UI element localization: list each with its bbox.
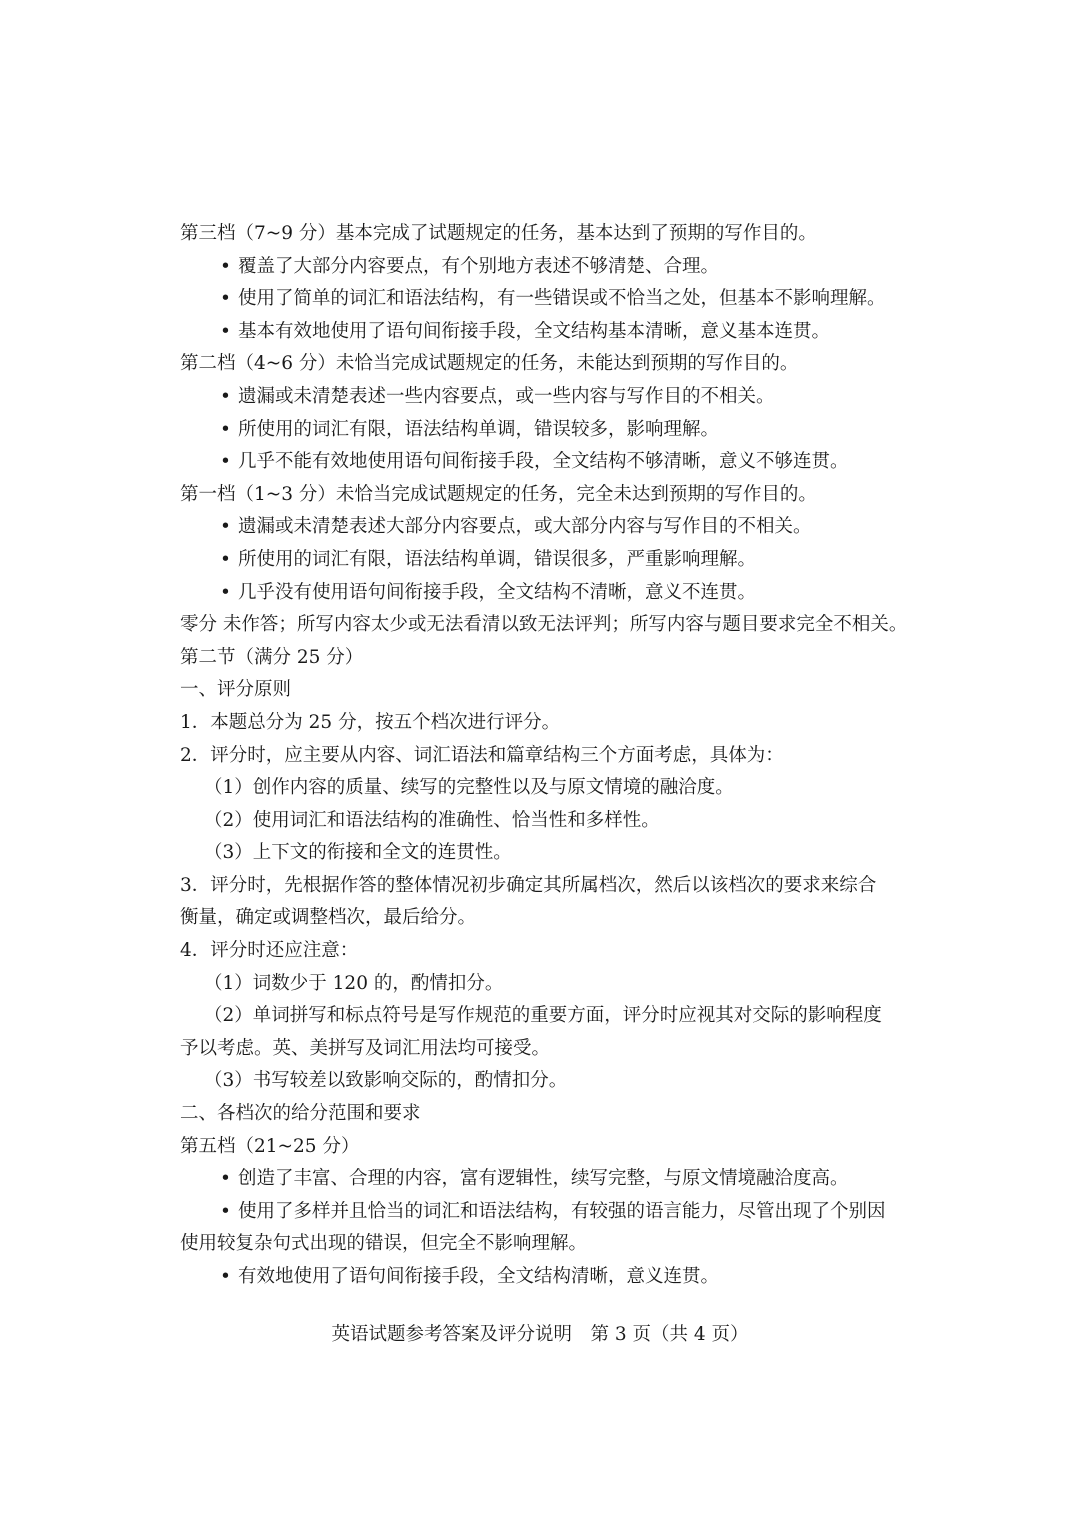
principle-4-item-2-line-1: （2）单词拼写和标点符号是写作规范的重要方面，评分时应视其对交际的影响程度 bbox=[204, 1005, 882, 1027]
bullet-icon: • bbox=[220, 288, 231, 310]
bullet-icon: • bbox=[220, 516, 231, 538]
tier3-heading: 第三档（7~9 分）基本完成了试题规定的任务，基本达到了预期的写作目的。 bbox=[180, 223, 817, 244]
principle-4: 4．评分时还应注意： bbox=[180, 940, 359, 962]
tier2-heading: 第二档（4~6 分）未恰当完成试题规定的任务，未能达到预期的写作目的。 bbox=[180, 353, 799, 375]
bullet-icon: • bbox=[220, 320, 231, 342]
tier5-item-1: • 创造了丰富、合理的内容，富有逻辑性，续写完整，与原文情境融洽度高。 bbox=[180, 1163, 910, 1196]
tier2-item-2: • 所使用的词汇有限，语法结构单调，错误较多，影响理解。 bbox=[180, 414, 910, 447]
bullet-icon: • bbox=[220, 548, 231, 570]
ranges-title: 二、各档次的给分范围和要求 bbox=[180, 1103, 421, 1125]
tier2-item-3: • 几乎不能有效地使用语句间衔接手段，全文结构不够清晰，意义不够连贯。 bbox=[180, 446, 910, 479]
zero-score-line: 零分 未作答；所写内容太少或无法看清以致无法评判；所写内容与题目要求完全不相关。 bbox=[180, 614, 908, 636]
bullet-icon: • bbox=[220, 418, 231, 440]
principle-4-item-1: （1）词数少于 120 的，酌情扣分。 bbox=[204, 972, 504, 994]
tier1-heading: 第一档（1~3 分）未恰当完成试题规定的任务，完全未达到预期的写作目的。 bbox=[180, 483, 817, 505]
bullet-icon: • bbox=[220, 385, 231, 407]
principle-4-item-3: （3）书写较差以致影响交际的，酌情扣分。 bbox=[204, 1070, 568, 1092]
tier3-item-2: • 使用了简单的词汇和语法结构，有一些错误或不恰当之处，但基本不影响理解。 bbox=[180, 283, 910, 316]
tier5-item-3: • 有效地使用了语句间衔接手段，全文结构清晰，意义连贯。 bbox=[180, 1261, 910, 1294]
principle-2-item-2: （2）使用词汇和语法结构的准确性、恰当性和多样性。 bbox=[204, 809, 660, 831]
tier1-item-3: • 几乎没有使用语句间衔接手段，全文结构不清晰，意义不连贯。 bbox=[180, 577, 910, 610]
principle-2: 2．评分时，应主要从内容、词汇语法和篇章结构三个方面考虑，具体为： bbox=[180, 744, 784, 766]
principle-2-item-3: （3）上下文的衔接和全文的连贯性。 bbox=[204, 842, 512, 864]
section2-title: 第二节（满分 25 分） bbox=[180, 646, 364, 668]
bullet-icon: • bbox=[220, 451, 231, 473]
tier5-title: 第五档（21~25 分） bbox=[180, 1135, 360, 1157]
principle-3-line-2: 衡量，确定或调整档次，最后给分。 bbox=[180, 907, 477, 929]
bullet-icon: • bbox=[220, 1266, 231, 1287]
tier3-item-3: • 基本有效地使用了语句间衔接手段，全文结构基本清晰，意义基本连贯。 bbox=[180, 316, 910, 349]
principle-1: 1．本题总分为 25 分，按五个档次进行评分。 bbox=[180, 711, 561, 733]
tier3-item-1: • 覆盖了大部分内容要点，有个别地方表述不够清楚、合理。 bbox=[180, 251, 910, 284]
principle-3-line-1: 3．评分时，先根据作答的整体情况初步确定其所属档次，然后以该档次的要求来综合 bbox=[180, 874, 877, 896]
document-body bbox=[180, 218, 910, 1294]
tier1-item-1: • 遗漏或未清楚表述大部分内容要点，或大部分内容与写作目的不相关。 bbox=[180, 511, 910, 544]
page-footer: 英语试题参考答案及评分说明 第 3 页（共 4 页） bbox=[331, 1324, 749, 1345]
principle-4-item-2-line-2: 予以考虑。英、美拼写及词汇用法均可接受。 bbox=[180, 1037, 551, 1059]
tier2-item-1: • 遗漏或未清楚表述一些内容要点，或一些内容与写作目的不相关。 bbox=[180, 381, 910, 414]
bullet-icon: • bbox=[220, 1200, 231, 1222]
bullet-icon: • bbox=[220, 581, 231, 603]
principle-2-item-1: （1）创作内容的质量、续写的完整性以及与原文情境的融洽度。 bbox=[204, 777, 734, 799]
tier1-item-2: • 所使用的词汇有限，语法结构单调，错误很多，严重影响理解。 bbox=[180, 544, 910, 577]
tier5-item-2-line-2: 使用较复杂句式出现的错误，但完全不影响理解。 bbox=[180, 1233, 588, 1255]
bullet-icon: • bbox=[220, 1168, 231, 1190]
bullet-icon: • bbox=[220, 255, 231, 277]
tier5-item-2-line-1: • 使用了多样并且恰当的词汇和语法结构，有较强的语言能力，尽管出现了个别因 bbox=[180, 1196, 910, 1229]
principles-title: 一、评分原则 bbox=[180, 679, 292, 701]
